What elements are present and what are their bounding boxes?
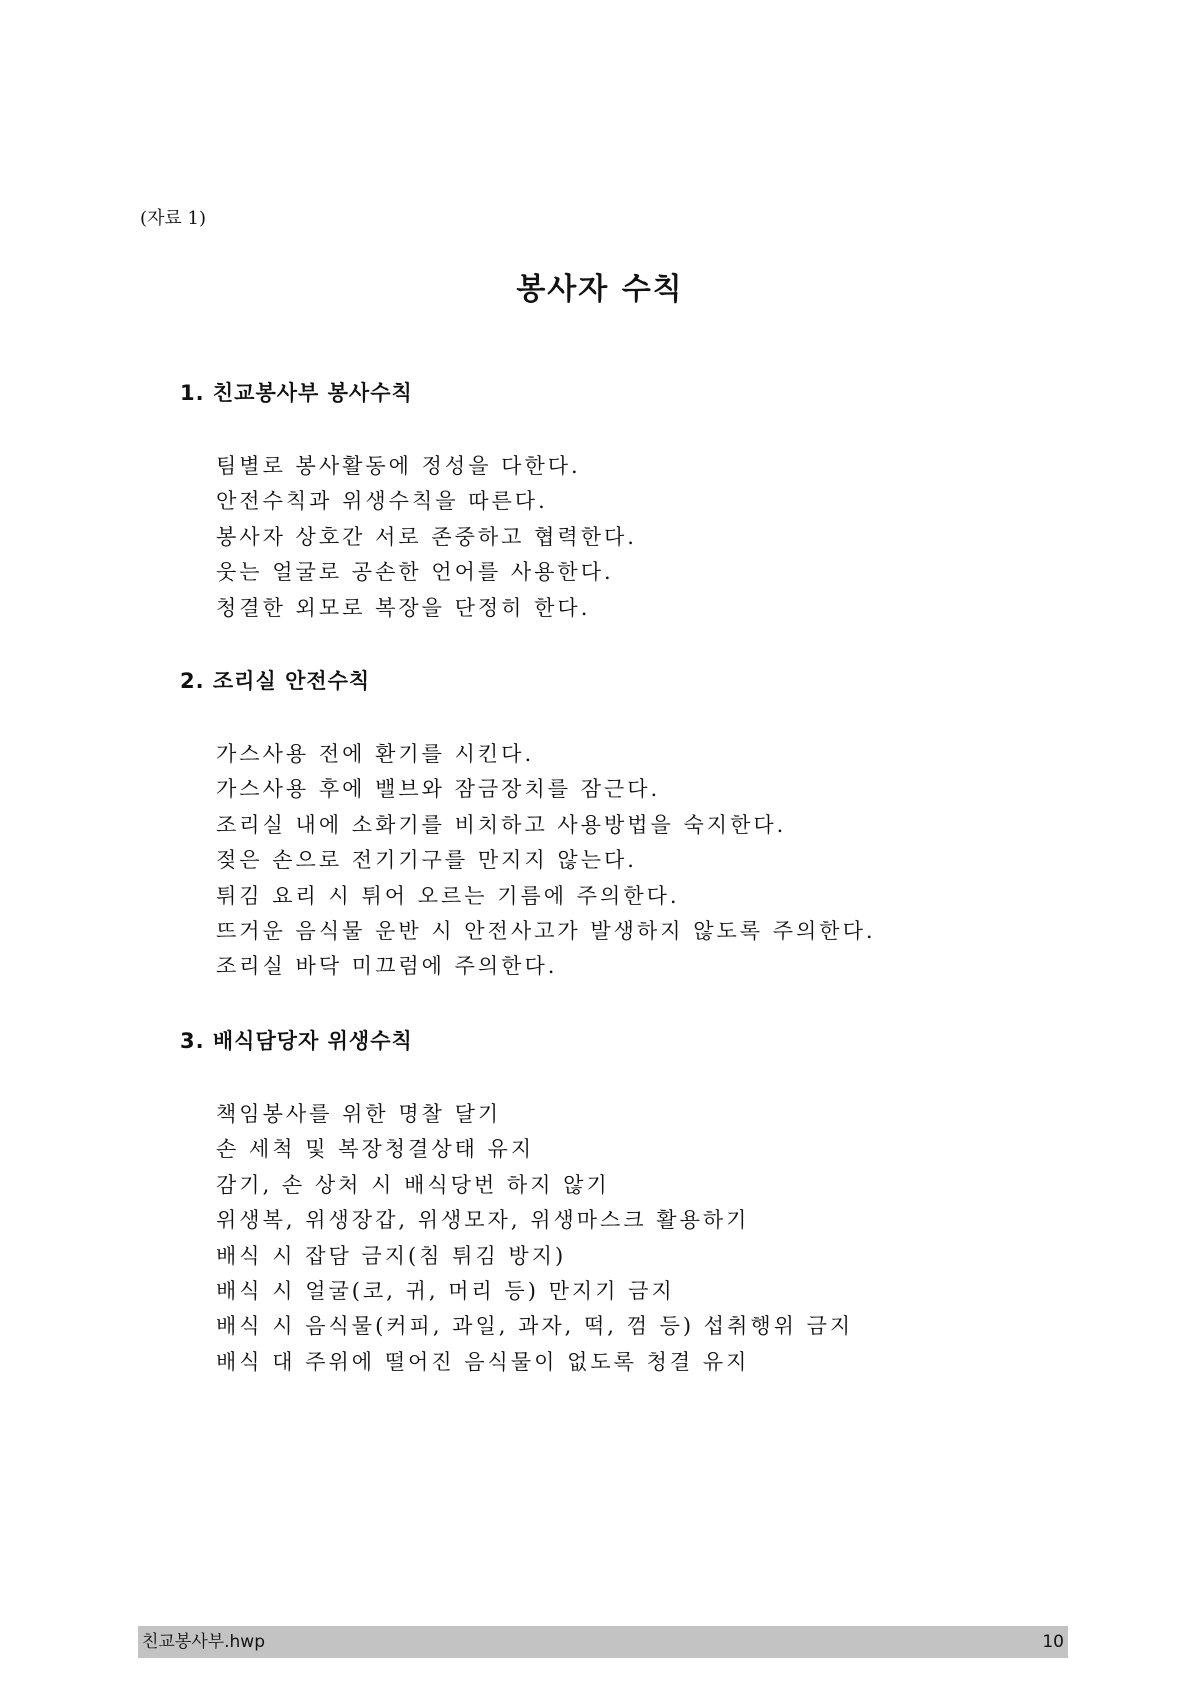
footer-filename: 친교봉사부.hwp [142, 1632, 265, 1652]
section-serving-hygiene [180, 1025, 1080, 1380]
rule-item: 튀김 요리 시 튀어 오르는 기름에 주의한다. [216, 883, 680, 908]
page-footer [138, 1626, 1068, 1658]
rule-item: 가스사용 전에 환기를 시킨다. [216, 742, 535, 766]
section-volunteer-rules [180, 377, 1080, 626]
rule-item: 팀별로 봉사활동에 정성을 다한다. [216, 454, 581, 478]
rule-item: 배식 시 얼굴(코, 귀, 머리 등) 만지기 금지 [216, 1279, 675, 1304]
rule-item: 봉사자 상호간 서로 존중하고 협력한다. [216, 524, 637, 549]
rule-item: 조리실 내에 소화기를 비치하고 사용방법을 숙지한다. [216, 812, 787, 837]
rule-item: 위생복, 위생장갑, 위생모자, 위생마스크 활용하기 [216, 1208, 750, 1233]
section-heading: 1. 친교봉사부 봉사수칙 [180, 381, 413, 405]
rule-item: 뜨거운 음식물 운반 시 안전사고가 발생하지 않도록 주의한다. [216, 919, 876, 944]
rule-item: 조리실 바닥 미끄럼에 주의한다. [216, 954, 558, 979]
rule-list [216, 737, 1080, 985]
rule-item: 배식 시 잡담 금지(침 튀김 방지) [216, 1243, 567, 1268]
rule-item: 배식 대 주위에 떨어진 음식물이 없도록 청결 유지 [216, 1349, 750, 1374]
section-heading: 3. 배식담당자 위생수칙 [180, 1029, 413, 1053]
rule-item: 손 세척 및 복장청결상태 유지 [216, 1137, 535, 1162]
rule-item: 청결한 외모로 복장을 단정히 한다. [216, 595, 591, 620]
footer-page-number: 10 [1042, 1632, 1064, 1652]
rule-list [216, 449, 1080, 626]
rule-item: 배식 시 음식물(커피, 과일, 과자, 떡, 껌 등) 섭취행위 금지 [216, 1314, 854, 1339]
reference-label: (자료 1) [140, 208, 206, 229]
rule-item: 책임봉사를 위한 명찰 달기 [216, 1102, 502, 1126]
rule-item: 감기, 손 상처 시 배식당번 하지 않기 [216, 1172, 610, 1197]
section-heading: 2. 조리실 안전수칙 [180, 669, 371, 693]
rule-list [216, 1097, 1080, 1380]
rule-item: 안전수칙과 위생수칙을 따른다. [216, 489, 548, 514]
section-kitchen-safety [180, 665, 1080, 985]
rule-item: 젖은 손으로 전기기구를 만지지 않는다. [216, 848, 637, 873]
rule-item: 웃는 얼굴로 공손한 언어를 사용한다. [216, 560, 614, 585]
document-title: 봉사자 수칙 [516, 272, 684, 307]
rule-item: 가스사용 후에 밸브와 잠금장치를 잠근다. [216, 777, 661, 802]
